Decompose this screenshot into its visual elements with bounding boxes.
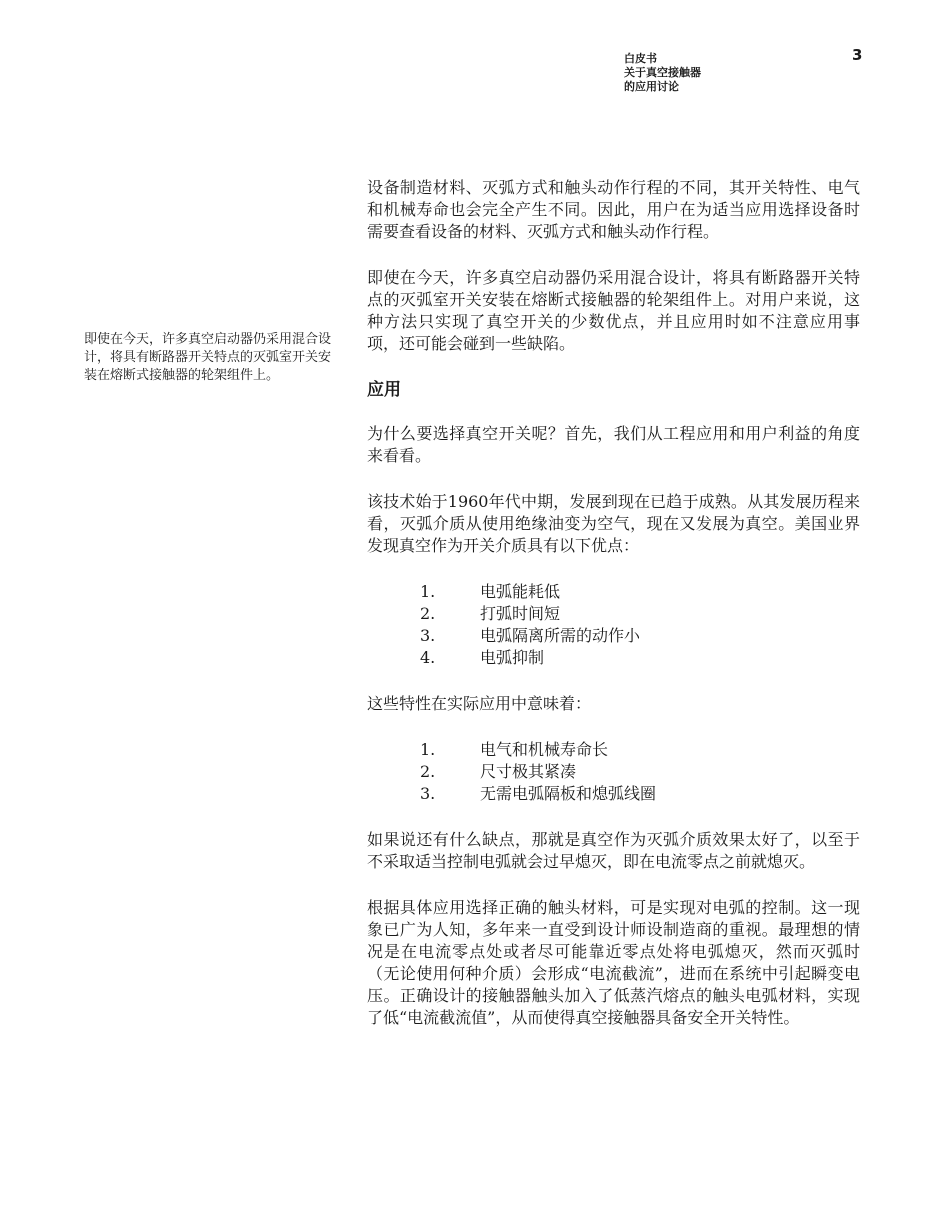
- paragraph: 即使在今天，许多真空启动器仍采用混合设计，将具有断路器开关特点的灭弧室开关安装在熔断式接触器的轮架组件上。对用户来说，这种方法只实现了真空开关的少数优点，并且应用时如不注意应用事项，还可能会碰到一些缺陷。: [367, 268, 860, 353]
- list-number: 2.: [420, 762, 436, 781]
- list-item: [420, 739, 860, 761]
- document-header: [624, 52, 784, 94]
- list-text: 无需电弧隔板和熄弧线圈: [480, 784, 657, 803]
- list-item: [420, 647, 860, 669]
- list-item: [420, 581, 860, 603]
- main-body: [367, 177, 860, 1053]
- paragraph: 设备制造材料、灭弧方式和触头动作行程的不同，其开关特性、电气和机械寿命也会完全产生不同。因此，用户在为适当应用选择设备时需要查看设备的材料、灭弧方式和触头动作行程。: [367, 178, 860, 241]
- list-number: 2.: [420, 604, 436, 623]
- list-item: [420, 783, 860, 805]
- page-number: 3: [852, 46, 863, 64]
- paragraph: 如果说还有什么缺点，那就是真空作为灭弧介质效果太好了，以至于不采取适当控制电弧就会过早熄灭，即在电流零点之前就熄灭。: [367, 830, 860, 871]
- advantages-list: [367, 581, 860, 669]
- list-item: [420, 603, 860, 625]
- list-number: 1.: [420, 740, 436, 759]
- section-heading: 应用: [367, 380, 401, 400]
- sidebar-pull-quote: 即使在今天，许多真空启动器仍采用混合设计，将具有断路器开关特点的灭弧室开关安装在熔断式接触器的轮架组件上。: [84, 332, 332, 383]
- paragraph: 为什么要选择真空开关呢？首先，我们从工程应用和用户利益的角度来看看。: [367, 424, 860, 465]
- list-text: 电弧隔离所需的动作小: [480, 626, 641, 645]
- list-text: 电弧能耗低: [480, 582, 561, 601]
- header-line: 关于真空接触器: [624, 66, 701, 79]
- list-text: 电气和机械寿命长: [480, 740, 609, 759]
- list-item: [420, 761, 860, 783]
- list-item: [420, 625, 860, 647]
- list-number: 4.: [420, 648, 436, 667]
- list-number: 3.: [420, 626, 436, 645]
- header-line: 的应用讨论: [624, 80, 679, 93]
- benefits-list: [367, 739, 860, 805]
- paragraph: 这些特性在实际应用中意味着：: [367, 694, 592, 713]
- list-number: 3.: [420, 784, 436, 803]
- header-line: 白皮书: [624, 52, 657, 65]
- list-text: 电弧抑制: [480, 648, 545, 667]
- paragraph: 根据具体应用选择正确的触头材料，可是实现对电弧的控制。这一现象已广为人知，多年来一直受到设计师设制造商的重视。最理想的情况是在电流零点处或者尽可能靠近零点处将电弧熄灭，然而灭弧时（无论使用何种介质）会形成“电流截流”，进而在系统中引起瞬变电压。正确设计的接触器触头加入了低蒸汽熔点的触头电弧材料，实现了低“电流截流值”，从而使得真空接触器具备安全开关特性。: [367, 898, 860, 1027]
- list-number: 1.: [420, 582, 436, 601]
- list-text: 打弧时间短: [480, 604, 561, 623]
- list-text: 尺寸极其紧凑: [480, 762, 577, 781]
- paragraph: 该技术始于1960年代中期，发展到现在已趋于成熟。从其发展历程来看，灭弧介质从使用绝缘油变为空气，现在又发展为真空。美国业界发现真空作为开关介质具有以下优点：: [367, 492, 860, 555]
